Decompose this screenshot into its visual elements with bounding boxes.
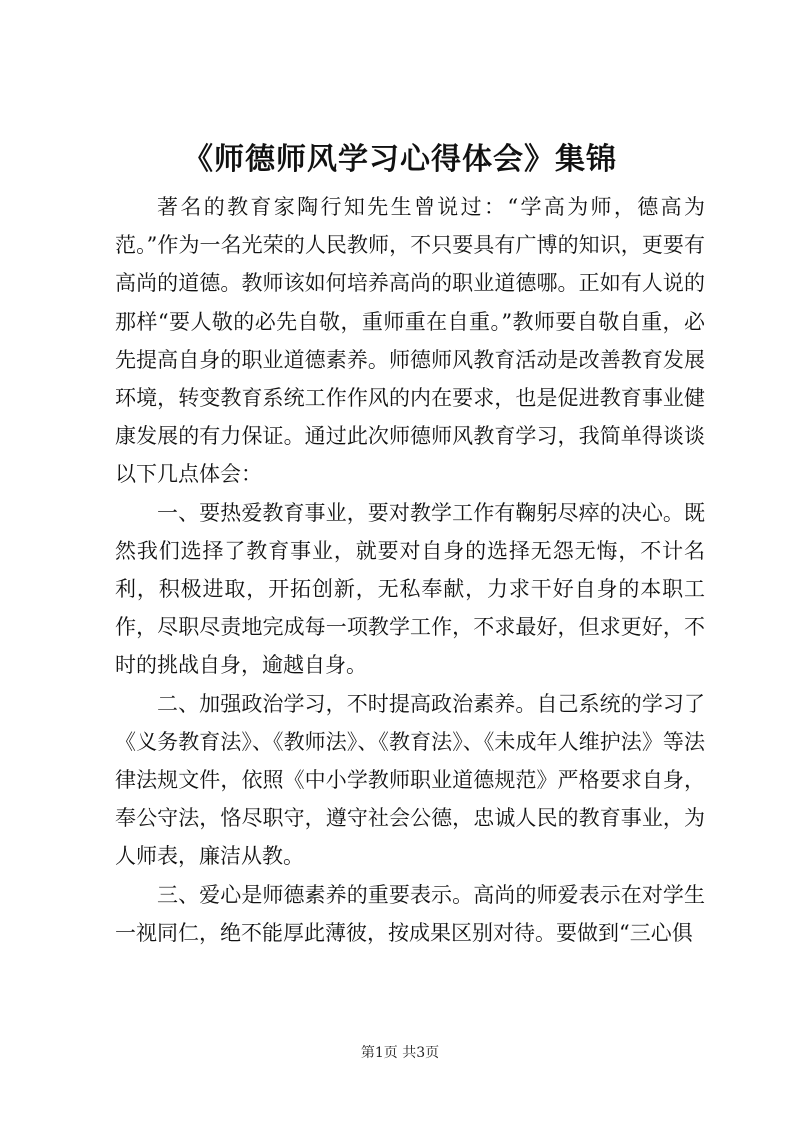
paragraph-point-2: 二、加强政治学习，不时提高政治素养。自己系统的学习了《义务教育法》、《教师法》、《教育法》、《未成年人维护法》等法律法规文件，依照《中小学教师职业道德规范》严格要求自身，奉公守法，恪尽职守，遵守社会公德，忠诚人民的教育事业，为人师表，廉洁从教。 (115, 691, 705, 869)
page-number-footer: 第1页 共3页 (360, 1045, 440, 1061)
paragraph-point-1: 一、要热爱教育事业，要对教学工作有鞠躬尽瘁的决心。既然我们选择了教育事业，就要对自身的选择无怨无悔，不计名利，积极进取，开拓创新，无私奉献，力求干好自身的本职工作，尽职尽责地完成每一项教学工作，不求最好，但求更好，不时的挑战自身，逾越自身。 (115, 500, 705, 678)
document-body (115, 188, 705, 952)
paragraph-point-3: 三、爱心是师德素养的重要表示。高尚的师爱表示在对学生一视同仁，绝不能厚此薄彼，按成果区别对待。要做到“三心俱 (115, 882, 705, 945)
paragraph-intro: 著名的教育家陶行知先生曾说过：“学高为师，德高为范。”作为一名光荣的人民教师，不只要具有广博的知识，更要有高尚的道德。教师该如何培养高尚的职业道德哪。正如有人说的那样“要人敬的必先自敬，重师重在自重。”教师要自敬自重，必先提高自身的职业道德素养。师德师风教育活动是改善教育发展环境，转变教育系统工作作风的内在要求，也是促进教育事业健康发展的有力保证。通过此次师德师风教育学习，我简单得谈谈以下几点体会： (115, 195, 705, 487)
page-title: 《师德师风学习心得体会》集锦 (183, 142, 617, 177)
